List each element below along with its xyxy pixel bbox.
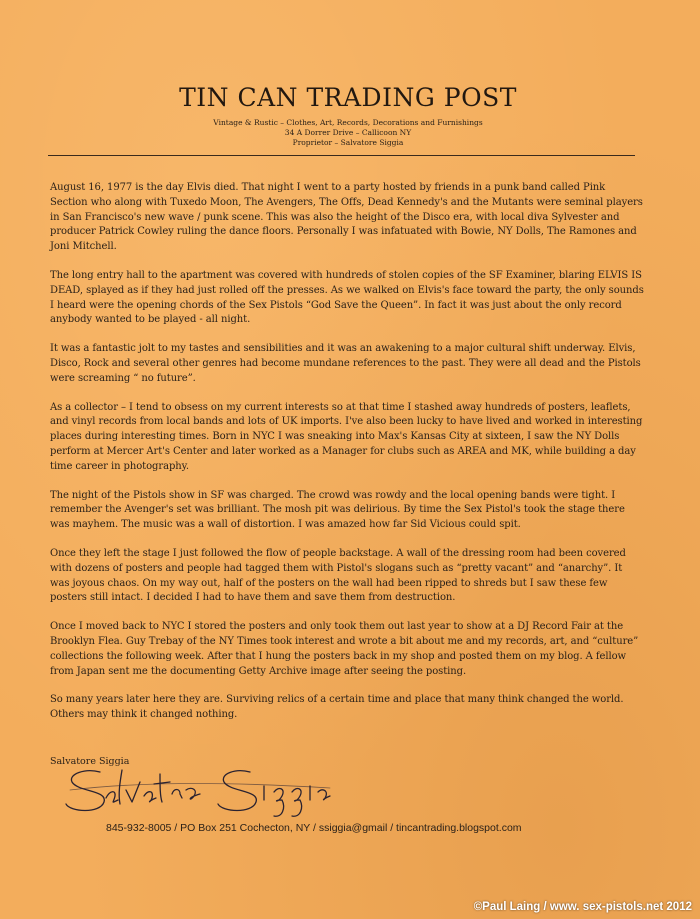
paragraph: As a collector – I tend to obsess on my current interests so at that time I stashed away hundreds of posters, leaflets, and vinyl records from local bands and lots of UK imports. I've also been lucky to have lived and worked in interesting places during interesting times. Born in NYC I was sneaking into Max's Kansas City at sixteen, I saw the NY Dolls perform at Mercer Art's Center and later worked as a Manager for clubs such as AREA and MK, while building a day time career in photography. xyxy=(50,401,643,472)
contact-line: 845-932-8005 / PO Box 251 Cochecton, NY / ssiggia@gmail / tincantrading.blogspot.com xyxy=(106,822,522,834)
handwritten-signature xyxy=(60,760,340,820)
paragraph: The long entry hall to the apartment was covered with hundreds of stolen copies of the SF Examiner, blaring ELVIS IS DEAD, splayed as if they had just rolled off the presses. As we walked on Elvis's face toward the party, the only sounds I heard were the opening chords of the Sex Pistols “God Save the Queen”. In fact it was just about the only record anybody wanted to be played - all night. xyxy=(50,269,644,326)
paragraph: The night of the Pistols show in SF was charged. The crowd was rowdy and the local opening bands were tight. I remember the Avenger's set was brilliant. The mosh pit was delirious. By time the Sex Pistol's took the stage there was mayhem. The music was a wall of distortion. I was amazed how far Sid Vicious could spit. xyxy=(50,489,625,531)
letterhead xyxy=(80,84,616,148)
letterhead-tagline: Vintage & Rustic – Clothes, Art, Records, Decorations and Furnishings xyxy=(213,118,483,127)
paragraph: Once I moved back to NYC I stored the posters and only took them out last year to show at a DJ Record Fair at the Brooklyn Flea. Guy Trebay of the NY Times took interest and wrote a bit about me and my records, art, and “culture” collections the following week. After that I hung the posters back in my shop and posted them on my blog. A fellow from Japan sent me the documenting Getty Archive image after seeing the posting. xyxy=(50,621,639,677)
copyright-watermark: ©Paul Laing / www. sex-pistols.net 2012 xyxy=(473,901,692,913)
letterhead-title: TIN CAN TRADING POST xyxy=(179,83,517,112)
signatory-name: Salvatore Siggia xyxy=(50,756,130,767)
paragraph: So many years later here they are. Surviving relics of a certain time and place that many think changed the world. Others may think it changed nothing. xyxy=(50,694,624,721)
header-divider xyxy=(48,155,635,156)
letterhead-proprietor: Proprietor – Salvatore Siggia xyxy=(292,138,404,147)
paragraph: August 16, 1977 is the day Elvis died. That night I went to a party hosted by friends in a punk band called Pink Section who along with Tuxedo Moon, The Avengers, The Offs, Dead Kennedy's and the Mutants were seminal players in San Francisco's new wave / punk scene. This was also the height of the Disco era, with local diva Sylvester and producer Patrick Cowley ruling the dance floors. Personally I was infatuated with Bowie, NY Dolls, The Ramones and Joni Mitchell. xyxy=(50,182,643,253)
letterhead-address: 34 A Dorrer Drive – Callicoon NY xyxy=(284,128,412,137)
paragraph: Once they left the stage I just followed the flow of people backstage. A wall of the dressing room had been covered with dozens of posters and people had tagged them with Pistol's slogans such as “pretty vacant” and “anarchy”. It was joyous chaos. On my way out, half of the posters on the wall had been ripped to shreds but I saw these few posters still intact. I decided I had to have them and save them from destruction. xyxy=(50,547,626,604)
paragraph: It was a fantastic jolt to my tastes and sensibilities and it was an awakening to a major cultural shift underway. Elvis, Disco, Rock and several other genres had become mundane references to the past. They were all dead and the Pistols were screaming “ no future”. xyxy=(50,343,641,384)
letter-body xyxy=(50,181,644,737)
